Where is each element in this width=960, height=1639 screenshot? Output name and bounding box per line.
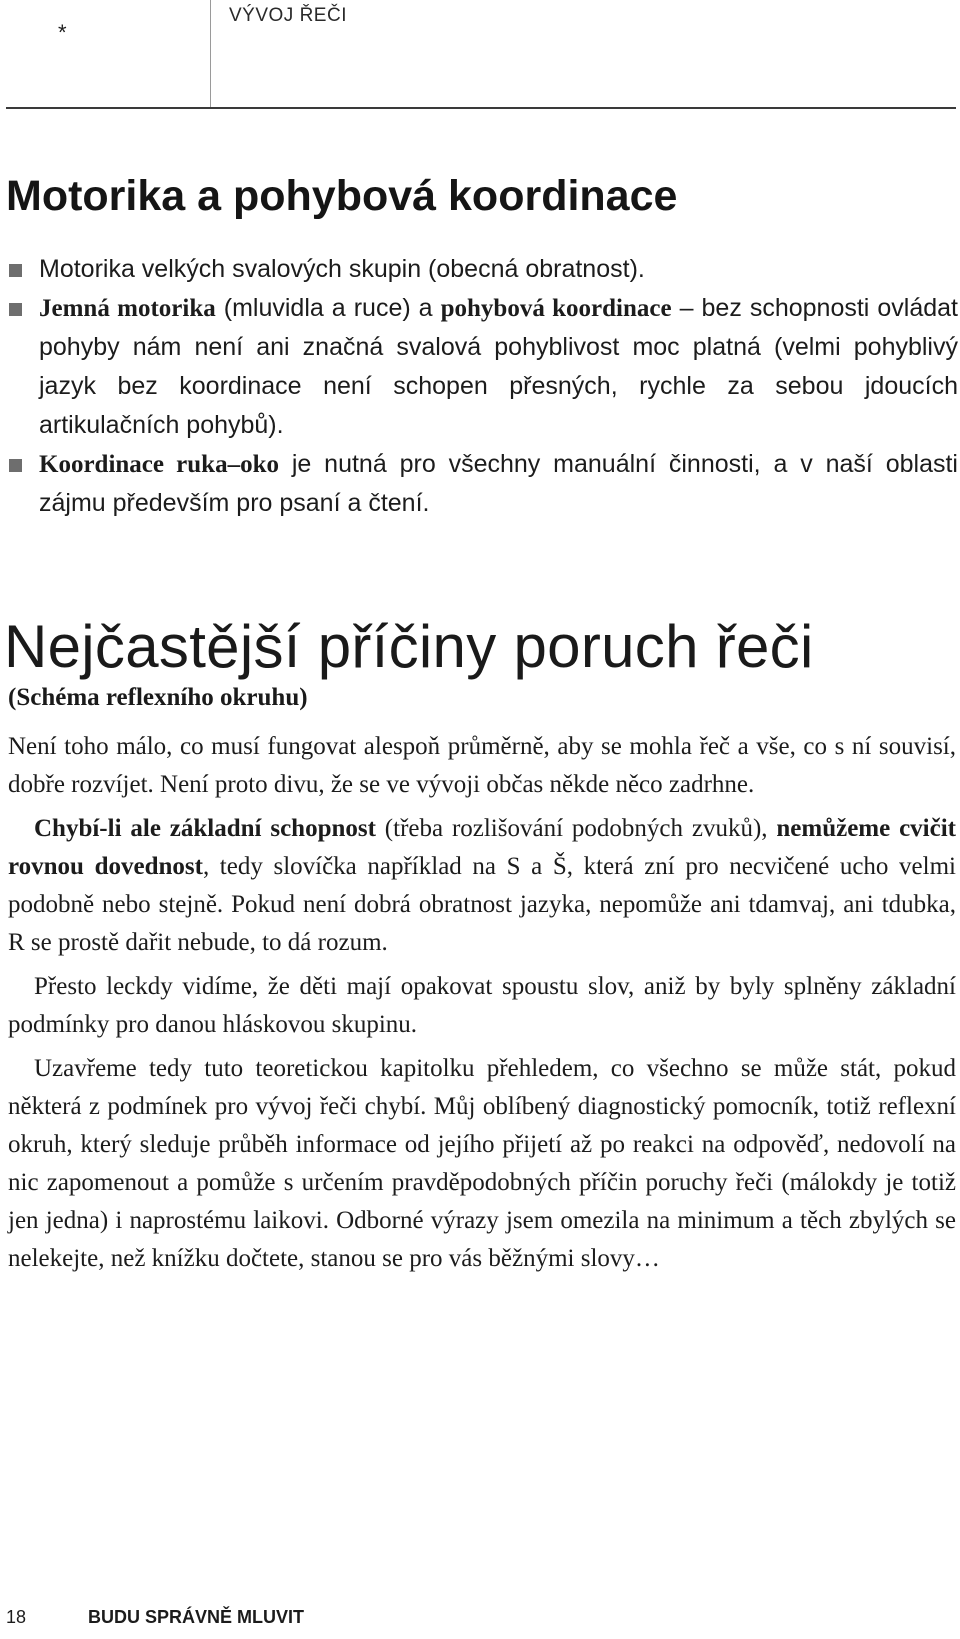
- square-bullet-icon: [9, 264, 22, 277]
- running-footer-title: BUDU SPRÁVNĚ MLUVIT: [88, 1607, 305, 1627]
- section-heading-motorika: Motorika a pohybová koordinace: [6, 172, 678, 220]
- paragraph-text: (třeba rozlišování podobných zvuků),: [375, 815, 777, 842]
- paragraph-text: , tedy slovíčka například na S a Š, která zní pro necvičené ucho velmi podobně nebo stejně. Pokud není dobrá obratnost jazyka, nepomůže ani tdamvaj, ani tdubka, R se prostě dařit nebude, to dá rozum.: [8, 853, 956, 956]
- list-item: [8, 445, 958, 523]
- bullet-text: (mluvidla a ruce) a: [215, 294, 441, 322]
- list-item: [8, 289, 958, 445]
- section-heading-priciny: Nejčastější příčiny poruch řeči: [4, 613, 814, 680]
- square-bullet-icon: [9, 303, 22, 316]
- bullet-bold-term: Jemná motorika: [39, 295, 216, 322]
- bullet-text: Motorika velkých svalových skupin (obecná obratnost).: [39, 255, 645, 283]
- paragraph: Není toho málo, co musí fungovat alespoň průměrně, aby se mohla řeč a vše, co s ní souvisí, dobře rozvíjet. Není proto divu, že se ve vývoji občas někde něco zadrhne.: [8, 733, 956, 798]
- running-header-title: VÝVOJ ŘEČI: [229, 5, 347, 26]
- square-bullet-icon: [9, 459, 22, 472]
- list-item: [8, 250, 958, 289]
- bold-phrase: Chybí-li ale základní schopnost: [34, 815, 376, 842]
- bullet-bold-term: Koordinace ruka–oko: [39, 451, 279, 478]
- header-divider-horizontal: [6, 107, 956, 109]
- paragraph: Uzavřeme tedy tuto teoretickou kapitolku přehledem, co všechno se může stát, pokud některá z podmínek pro vývoj řeči chybí. Můj oblíbený diagnostický pomocník, totiž reflexní okruh, který sleduje průběh informace od jejího přijetí až po reakci na odpověď, nedovolí na nic zapomenout a pomůže s určením pravděpodobných příčin poruchy řeči (málokdy je totiž jen jedna) i naprostému laikovi. Odborné výrazy jsem omezila na minimum a těch zbylých se nelekejte, než knížku dočtete, stanou se pro vás běžnými slovy…: [8, 1055, 956, 1272]
- bullet-text: je nutná pro všechny manuální činnosti, a v naší oblasti zájmu především pro psaní a čtení.: [39, 450, 958, 517]
- bullet-bold-term: pohybová koordinace: [440, 295, 672, 322]
- header-marker: *: [58, 20, 67, 45]
- header-divider-vertical: [210, 0, 211, 108]
- page-number: 18: [6, 1607, 27, 1627]
- bold-phrase: nemůžeme cvičit rovnou dovednost: [8, 815, 956, 880]
- bullet-text: – bez schopnosti ovládat pohyby nám není ani značná svalová pohyblivost moc platná (velmi pohyblivý jazyk bez koordinace není schopen přesných, rychle za sebou jdoucích artikulačních pohybů).: [39, 294, 958, 439]
- section-subtitle: (Schéma reflexního okruhu): [8, 684, 308, 711]
- paragraph: Přesto leckdy vidíme, že děti mají opakovat spoustu slov, aniž by byly splněny základní podmínky pro danou hláskovou skupinu.: [8, 973, 956, 1038]
- paragraph: [8, 810, 956, 962]
- motorika-bullet-list: [8, 250, 958, 523]
- body-text: [8, 728, 956, 1284]
